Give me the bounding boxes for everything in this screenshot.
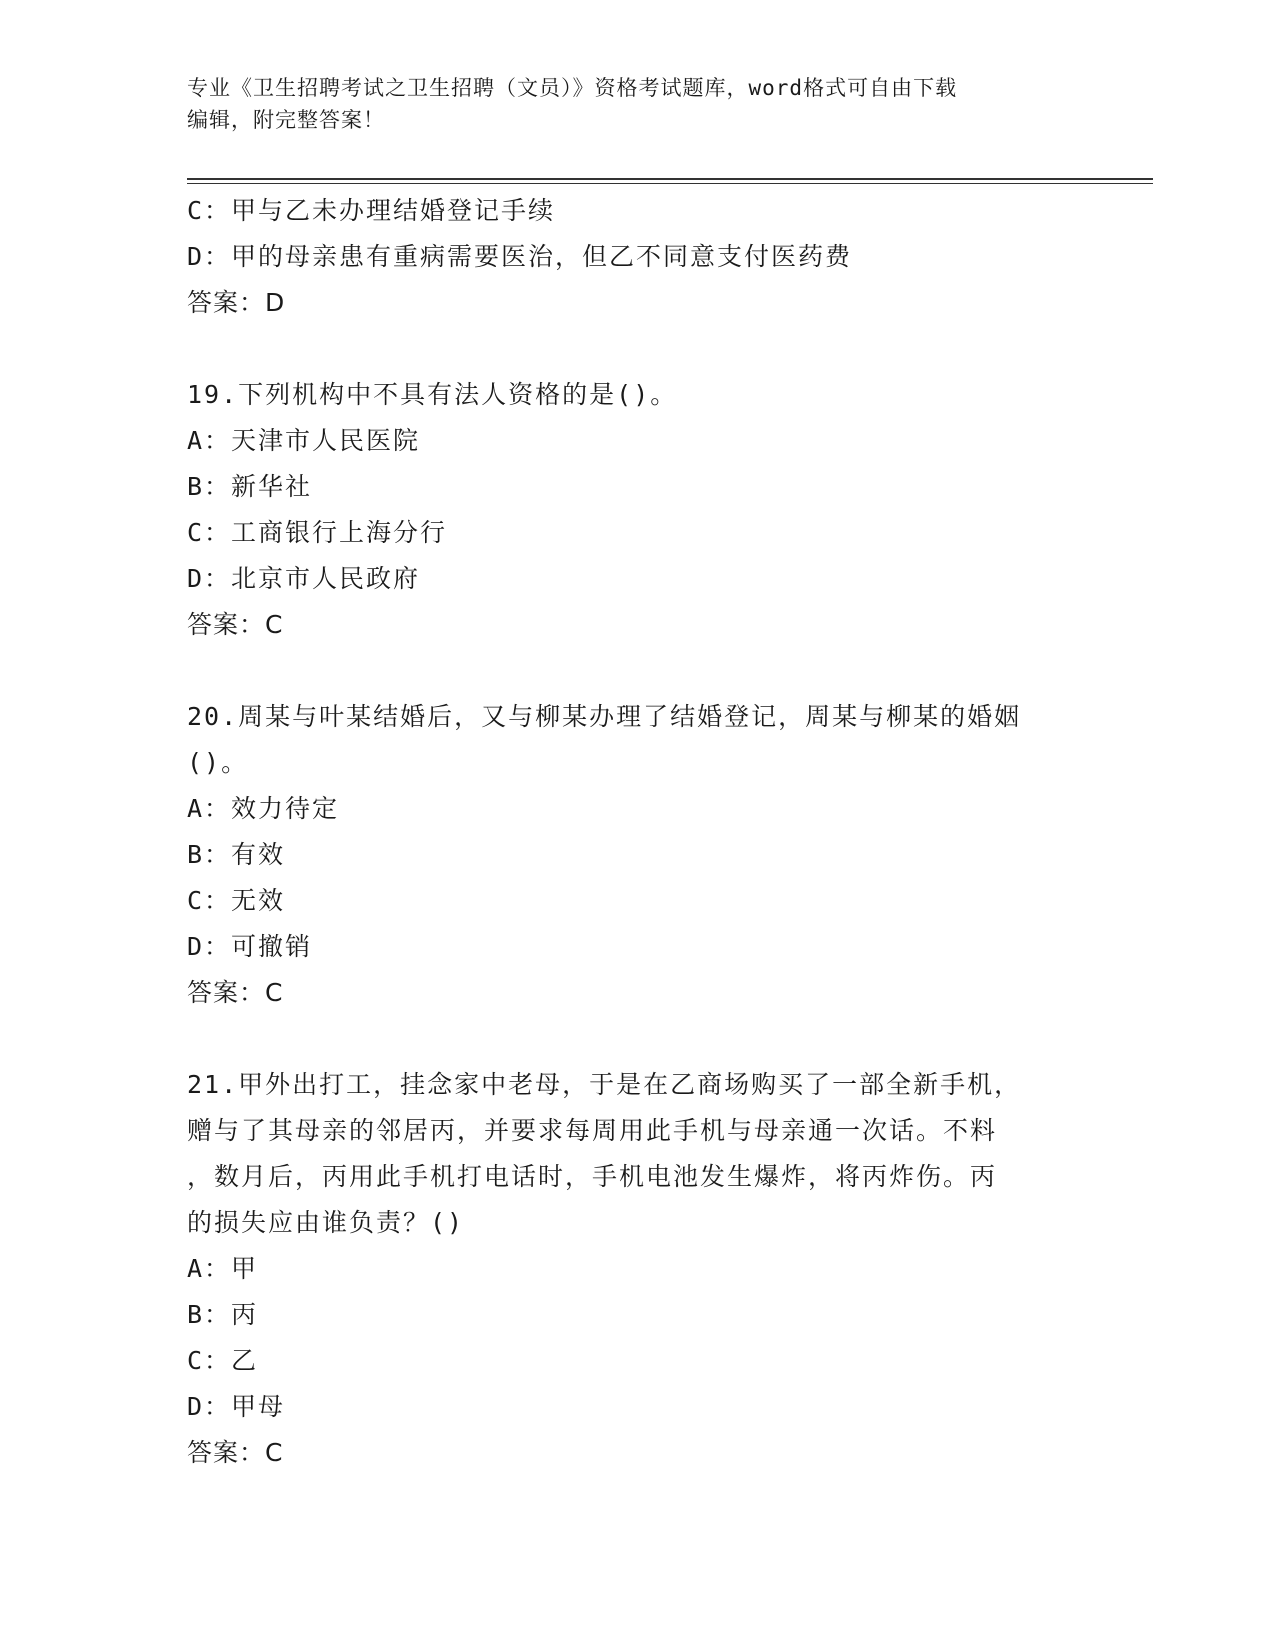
q18-option-c: C：甲与乙未办理结婚登记手续 — [187, 196, 556, 225]
q19-question: 19.下列机构中不具有法人资格的是()。 — [187, 380, 678, 409]
q20-option-d: D：可撤销 — [187, 932, 313, 961]
spacer — [187, 326, 1107, 372]
q21-option-c: C：乙 — [187, 1346, 259, 1375]
q19-option-a: A：天津市人民医院 — [187, 426, 421, 455]
q20-answer: 答案：C — [187, 978, 284, 1007]
q21-question-line-4: 的损失应由谁负责？() — [187, 1208, 465, 1237]
document-header — [187, 72, 1087, 136]
header-line-2: 编辑，附完整答案！ — [187, 108, 385, 132]
q18-answer: 答案：D — [187, 288, 286, 317]
question-19-block — [187, 372, 1107, 648]
q19-answer: 答案：C — [187, 610, 284, 639]
q20-option-a: A：效力待定 — [187, 794, 340, 823]
q18-option-d: D：甲的母亲患有重病需要医治，但乙不同意支付医药费 — [187, 242, 853, 271]
q19-option-b: B：新华社 — [187, 472, 313, 501]
q21-option-a: A：甲 — [187, 1254, 259, 1283]
q19-option-c: C：工商银行上海分行 — [187, 518, 448, 547]
q20-question-line-1: 20.周某与叶某结婚后，又与柳某办理了结婚登记，周某与柳某的婚姻 — [187, 702, 1022, 731]
question-18-block — [187, 188, 1107, 326]
q20-question-line-2: ()。 — [187, 748, 249, 777]
q21-question-line-2: 赠与了其母亲的邻居丙，并要求每周用此手机与母亲通一次话。不料 — [187, 1116, 998, 1145]
q21-answer: 答案：C — [187, 1438, 284, 1467]
header-divider-thick — [187, 178, 1153, 180]
header-line-1: 专业《卫生招聘考试之卫生招聘（文员）》资格考试题库，word格式可自由下载 — [187, 76, 958, 100]
q19-option-d: D：北京市人民政府 — [187, 564, 421, 593]
q20-option-c: C：无效 — [187, 886, 286, 915]
q20-option-b: B：有效 — [187, 840, 286, 869]
q21-question-line-3: ，数月后，丙用此手机打电话时，手机电池发生爆炸，将丙炸伤。丙 — [187, 1162, 998, 1191]
question-20-block — [187, 694, 1107, 1016]
spacer — [187, 648, 1107, 694]
question-content — [187, 188, 1107, 1476]
q21-option-b: B：丙 — [187, 1300, 259, 1329]
question-21-block — [187, 1062, 1107, 1476]
header-divider-thin — [187, 183, 1153, 184]
q21-option-d: D：甲母 — [187, 1392, 286, 1421]
spacer — [187, 1016, 1107, 1062]
q21-question-line-1: 21.甲外出打工，挂念家中老母，于是在乙商场购买了一部全新手机， — [187, 1070, 1022, 1099]
